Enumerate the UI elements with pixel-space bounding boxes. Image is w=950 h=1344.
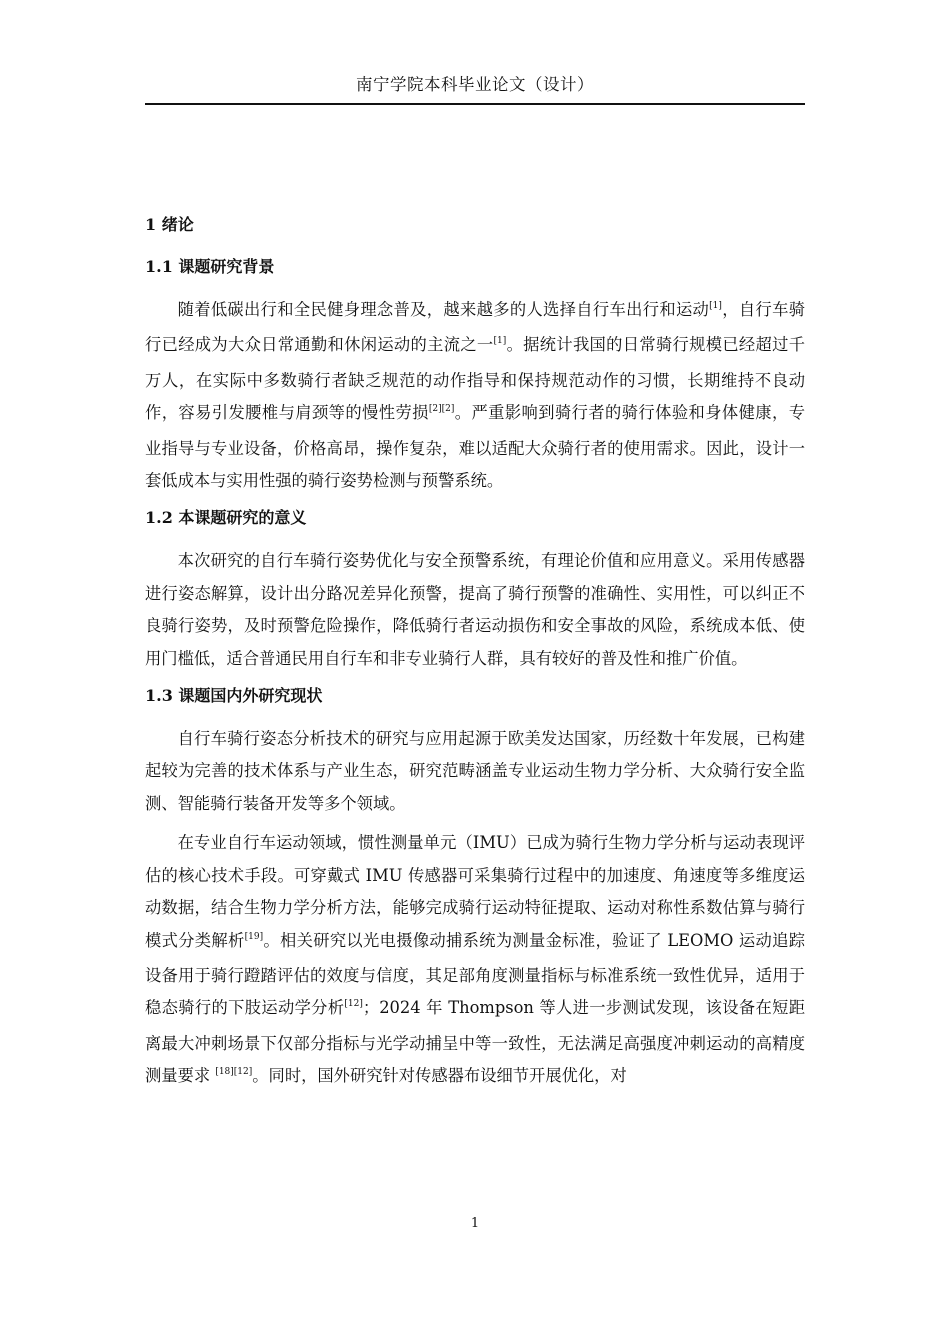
text-run: 。同时，国外研究针对传感器布设细节开展优化，对	[252, 1066, 627, 1086]
citation: [1]	[709, 301, 722, 311]
chapter-heading: 1 绪论	[145, 215, 194, 234]
page-number: 1	[470, 1216, 480, 1231]
citation: [2]	[441, 404, 455, 415]
section-heading-status: 1.3 课题国内外研究现状	[145, 686, 323, 706]
citation: [1]	[493, 336, 507, 347]
page-content	[145, 213, 805, 1103]
paragraph-status-imu	[145, 827, 805, 1095]
page-header: 南宁学院本科毕业论文（设计）	[145, 74, 805, 105]
section-heading-significance: 1.2 本课题研究的意义	[145, 508, 307, 528]
text-run: 。严重影响到骑行者的骑行体验和身体健康，专业指导与专业设备，价格高昂，操作复杂，难以适配大众骑行者的使用需求。因此，设计一套低成本与实用性强的骑行姿势检测与预警系统。	[145, 403, 805, 491]
citation: [18][12]	[215, 1067, 253, 1078]
text-run: 。相关研究以光电摄像动捕系统为测量金标准，验证了 LEOMO 运动追踪设备用于骑行蹬踏评估的效度与信度，其足部角度测量指标与标准系统一致性优异，适用于稳态骑行的下肢运动学分析	[145, 930, 805, 1018]
text-run: 。据统计我国的日常骑行规模已经超过千万人，在实际中多数骑行者缺乏规范的动作指导和保持规范动作的习惯，长期维持不良动作，容易引发腰椎与肩颈等的慢性劳损	[145, 335, 805, 423]
text-run: 随着低碳出行和全民健身理念普及，越来越多的人选择自行车出行和运动	[177, 300, 710, 319]
citation: [12]	[344, 999, 363, 1010]
section-heading-background: 1.1 课题研究背景	[145, 257, 275, 276]
text-run: ，自行车骑行已经成为大众日常通勤和休闲运动的主流之一	[145, 300, 805, 355]
paragraph-background	[145, 294, 805, 497]
citation: [19]	[244, 931, 264, 942]
paragraph-significance: 本次研究的自行车骑行姿势优化与安全预警系统，有理论价值和应用意义。采用传感器进行姿态解算，设计出分路况差异化预警，提高了骑行预警的准确性、实用性，可以纠正不良骑行姿势，及时预警危险操作，降低骑行者运动损伤和安全事故的风险，系统成本低、使用门槛低，适合普通民用自行车和非专业骑行人群，具有较好的普及性和推广价值。	[145, 551, 805, 668]
text-run: ；2024 年 Thompson 等人进一步测试发现，该设备在短距离最大冲刺场景下仅部分指标与光学动捕呈中等一致性，无法满足高强度冲刺运动的高精度测量要求	[145, 998, 805, 1086]
text-run: 在专业自行车运动领域，惯性测量单元（IMU）已成为骑行生物力学分析与运动表现评估的核心技术手段。可穿戴式 IMU 传感器可采集骑行过程中的加速度、角速度等多维度运动数据，结合生物力学分析方法，能够完成骑行运动特征提取、运动对称性系数估算与骑行模式分类解析	[145, 833, 805, 950]
paragraph-status-overview: 自行车骑行姿态分析技术的研究与应用起源于欧美发达国家，历经数十年发展，已构建起较为完善的技术体系与产业生态，研究范畴涵盖专业运动生物力学分析、大众骑行安全监测、智能骑行装备开发等多个领域。	[145, 729, 805, 813]
citation: [2]	[428, 404, 442, 415]
